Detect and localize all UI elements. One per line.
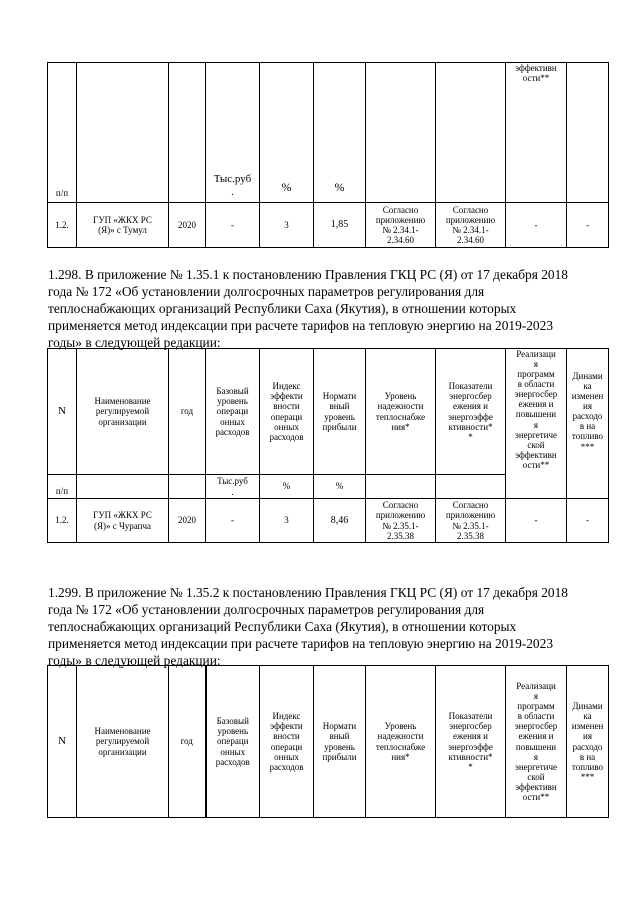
unit-percent: % bbox=[281, 179, 292, 194]
table-3 bbox=[47, 665, 609, 818]
header-programs: Реализаци я программ в области энергосбер ежения и повышени я энергетиче ской эффективн ости** bbox=[506, 349, 567, 499]
unit-percent: % bbox=[260, 475, 314, 499]
table-row: 1.2. ГУП «ЖКХ РС (Я)» с Тумул 2020 - 3 1,85 Согласно приложению № 2.34.1- 2.34.60 Согласно приложению № 2.34.1- 2.34.60 - - bbox=[48, 203, 609, 248]
paragraph-1298: 1.298. В приложение № 1.35.1 к постановлению Правления ГКЦ РС (Я) от 17 декабря 2018 года № 172 «Об установлении долгосрочных параметров регулирования для теплоснабжающих организаций Республики Саха (Якутия), в отношении которых применяется метод индексации при расчете тарифов на тепловую энергию на 2019-2023 годы» в следующей редакции: bbox=[48, 267, 568, 350]
header-base-level: Базовый уровень операци онных расходов bbox=[206, 349, 260, 475]
unit-thousand-rub: Тыс.руб . bbox=[213, 173, 252, 198]
header-base-level: Базовый уровень операци онных расходов bbox=[206, 666, 260, 818]
header-profit-norm: Нормати вный уровень прибыли bbox=[314, 349, 366, 475]
unit-percent: % bbox=[314, 475, 366, 499]
header-n: N bbox=[58, 405, 66, 418]
unit-thousand-rub: Тыс.руб . bbox=[206, 475, 260, 499]
paragraph-1299: 1.299. В приложение № 1.35.2 к постановлению Правления ГКЦ РС (Я) от 17 декабря 2018 года № 172 «Об установлении долгосрочных параметров регулирования для теплоснабжающих организаций Республики Саха (Якутия), в отношении которых применяется метод индексации при расчете тарифов на тепловую энергию на 2019-2023 годы» в следующей редакции: bbox=[48, 585, 568, 668]
header-efficiency-index: Индекс эффекти вности операци онных расходов bbox=[260, 349, 314, 475]
header-fuel-dynamics: Динами ка изменен ия расходо в на топливо *** bbox=[567, 349, 609, 499]
header-org: Наименование регулируемой организации bbox=[77, 349, 169, 475]
header-reliability: Уровень надежности теплоснабже ния* bbox=[366, 666, 436, 818]
n-column-label: п/п bbox=[55, 485, 69, 496]
table-1 bbox=[47, 62, 609, 248]
header-org: Наименование регулируемой организации bbox=[77, 666, 169, 818]
header-programs: Реализаци я программ в области энергосбер ежения и повышени я энергетиче ской эффективн ости** bbox=[506, 666, 567, 818]
n-column-label: п/п bbox=[48, 63, 77, 203]
header-reliability: Уровень надежности теплоснабже ния* bbox=[366, 349, 436, 475]
header-efficiency-index: Индекс эффекти вности операци онных расходов bbox=[260, 666, 314, 818]
table-row: 1.2. ГУП «ЖКХ РС (Я)» с Чурапча 2020 - 3 8,46 Согласно приложению № 2.35.1- 2.35.38 Согласно приложению № 2.35.1- 2.35.38 - - bbox=[48, 499, 609, 543]
header-year: год bbox=[169, 349, 206, 475]
table-2 bbox=[47, 348, 609, 543]
header-year: год bbox=[169, 666, 206, 818]
header-profit-norm: Нормати вный уровень прибыли bbox=[314, 666, 366, 818]
header-efficiency-tail: эффективн ости** bbox=[515, 63, 557, 84]
header-energy-eff: Показатели энергосбер ежения и энергоэффе ктивности* * bbox=[436, 666, 506, 818]
unit-percent: % bbox=[334, 179, 345, 194]
header-fuel-dynamics: Динами ка изменен ия расходо в на топливо *** bbox=[567, 666, 609, 818]
header-energy-eff: Показатели энергосбер ежения и энергоэффе ктивности* * bbox=[436, 349, 506, 475]
header-n: N bbox=[58, 735, 66, 748]
